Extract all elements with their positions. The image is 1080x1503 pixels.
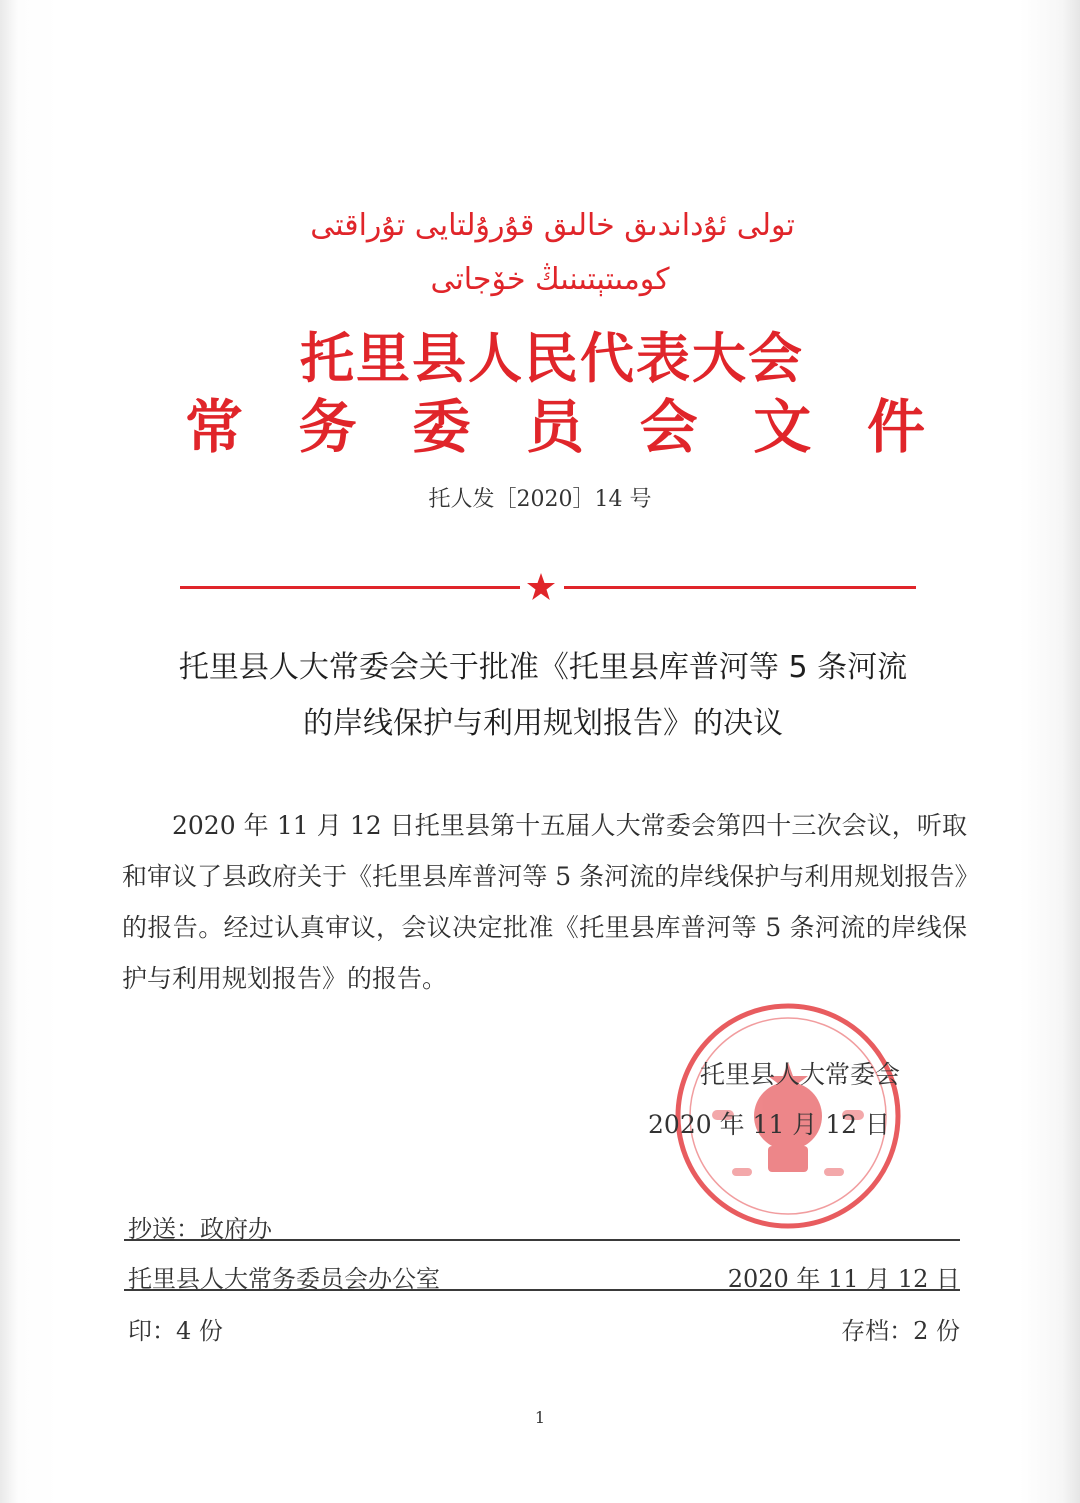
header-doc-type-char: 员	[525, 393, 584, 461]
header-doc-type-char: 会	[639, 393, 698, 461]
document-number: 托人发［2020］14 号	[428, 487, 652, 512]
header-uyghur-line-1: تولى ئۇداندىق خالىق قۇرۇلتايى تۇراقتى	[310, 208, 795, 243]
print-count: 印：4 份	[128, 1317, 223, 1345]
header-doc-type-char: 件	[866, 393, 925, 461]
divider-line-left	[180, 586, 520, 589]
header-uyghur-line-2: كومىتېتىنىڭ خۆجاتى	[430, 262, 670, 297]
header-doc-type-char: 委	[412, 393, 471, 461]
signing-organization: 托里县人大常委会	[699, 1060, 900, 1089]
header-doc-type	[185, 380, 925, 464]
archive-count: 存档：2 份	[841, 1317, 960, 1345]
cc-line: 抄送：政府办	[128, 1215, 272, 1243]
divider-line-right	[564, 586, 916, 589]
star-icon	[526, 572, 556, 602]
header-org-name: 托里县人民代表大会	[300, 326, 804, 390]
issuing-office: 托里县人大常务委员会办公室	[128, 1265, 440, 1293]
title-line-2: 的岸线保护与利用规划报告》的决议	[303, 706, 783, 741]
signing-date: 2020 年 11 月 12 日	[648, 1110, 890, 1139]
issue-date: 2020 年 11 月 12 日	[727, 1265, 960, 1293]
document-title	[118, 640, 968, 752]
body-paragraph: 2020 年 11 月 12 日托里县第十五届人大常委会第四十三次会议，听取和审议了县政府关于《托里县库普河等 5 条河流的岸线保护与利用规划报告》的报告。经过认真审议，会议决定批准《托里县库普河等 5 条河流的岸线保护与利用规划报告》的报告。	[122, 811, 967, 993]
title-line-1: 托里县人大常委会关于批准《托里县库普河等 5 条河流	[178, 650, 908, 685]
header-divider	[180, 572, 916, 602]
header-doc-type-char: 常	[185, 393, 244, 461]
page-number: 1	[534, 1408, 546, 1427]
header-doc-type-char: 务	[298, 393, 357, 461]
header-doc-type-char: 文	[753, 393, 812, 461]
